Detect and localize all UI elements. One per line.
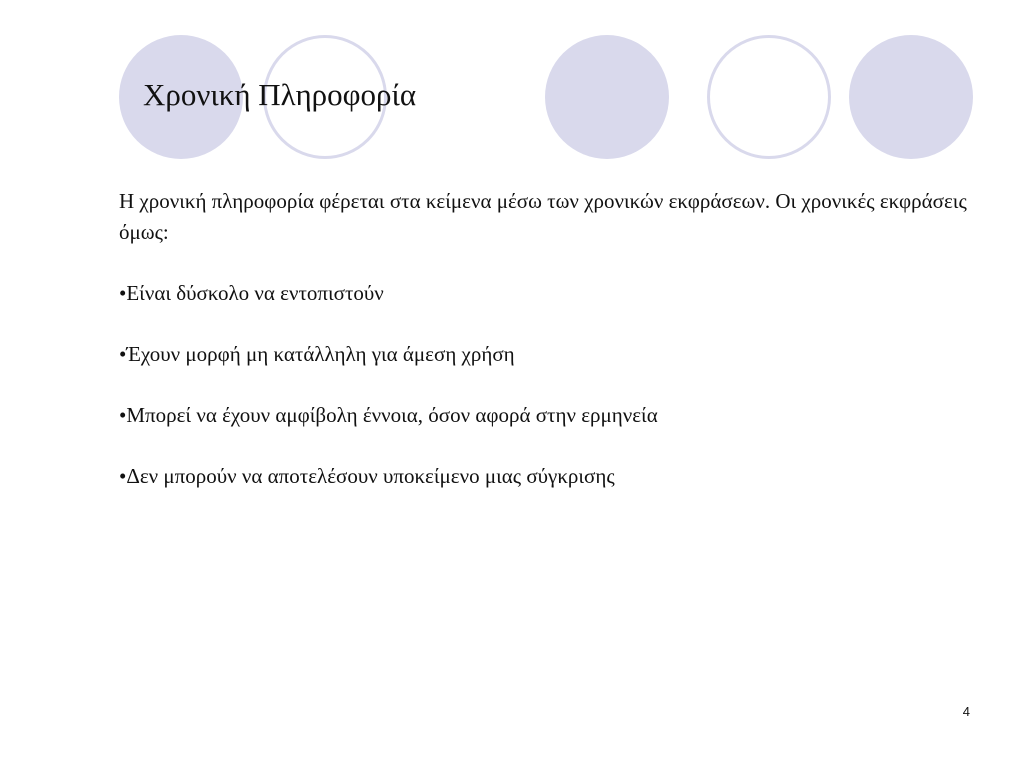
slide-title: Χρονική Πληροφορία bbox=[143, 77, 417, 112]
page-number: 4 bbox=[962, 704, 970, 719]
intro-paragraph: Η χρονική πληροφορία φέρεται στα κείμενα μέσω των χρονικών εκφράσεων. Οι χρονικές εκφράσεις όμως: bbox=[119, 189, 967, 244]
bullet-list bbox=[119, 278, 979, 492]
slide-body bbox=[119, 186, 979, 522]
bullet-item: •Δεν μπορούν να αποτελέσουν υποκείμενο μιας σύγκρισης bbox=[119, 464, 615, 488]
decorative-circle-filled bbox=[545, 35, 669, 159]
decorative-circle-outline bbox=[707, 35, 831, 159]
decorative-circle-filled bbox=[849, 35, 973, 159]
bullet-item: •Είναι δύσκολο να εντοπιστούν bbox=[119, 281, 384, 305]
bullet-item: •Μπορεί να έχουν αμφίβολη έννοια, όσον αφορά στην ερμηνεία bbox=[119, 403, 658, 427]
bullet-item: •Έχουν μορφή μη κατάλληλη για άμεση χρήση bbox=[119, 342, 515, 366]
